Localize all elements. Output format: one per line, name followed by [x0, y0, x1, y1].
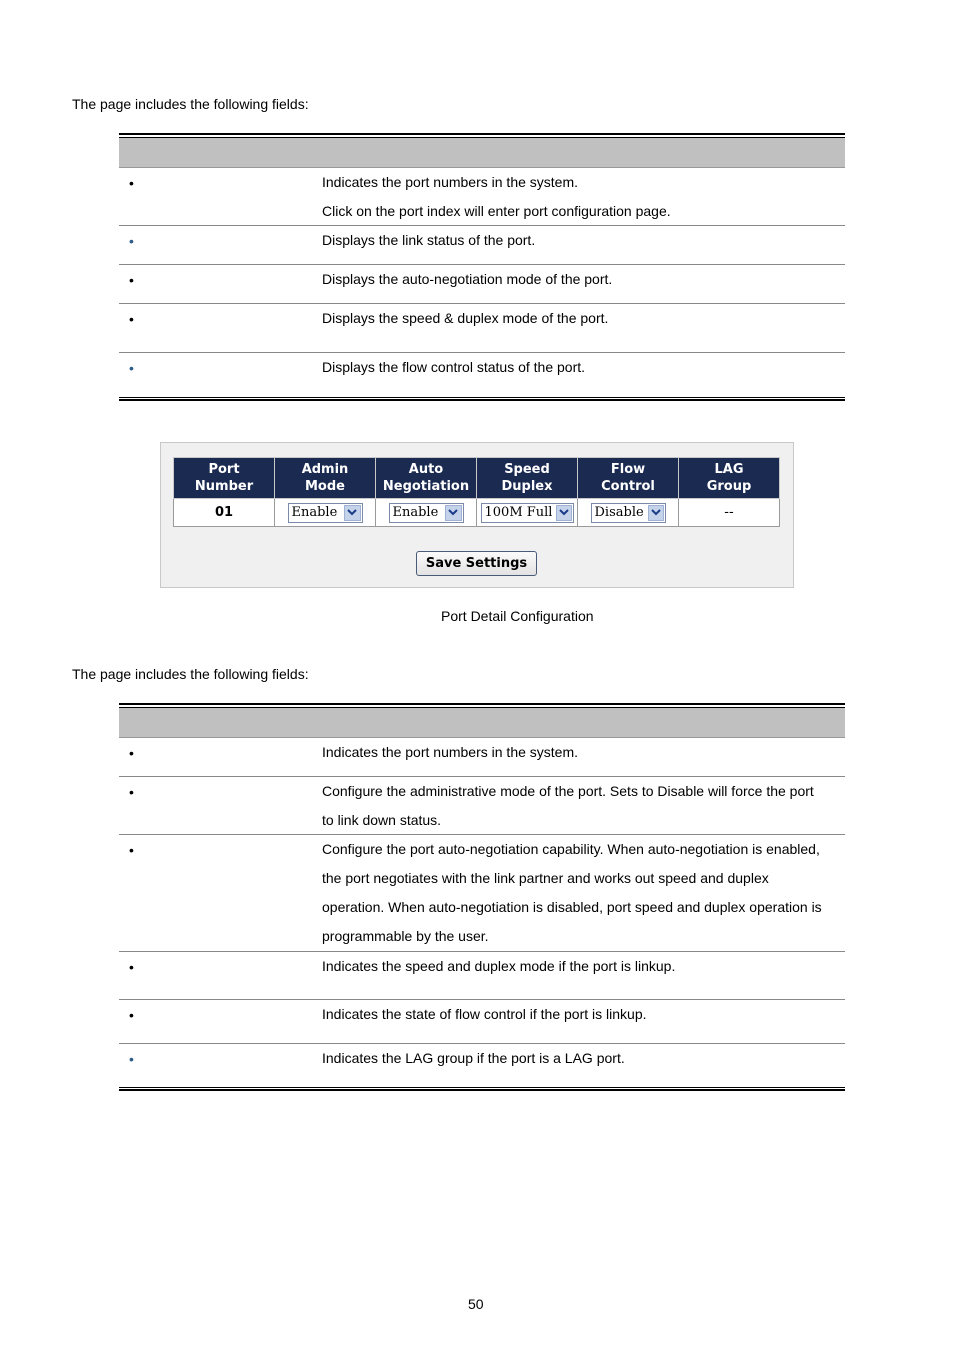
row-description: Displays the flow control status of the port. [322, 359, 586, 375]
chevron-down-icon [556, 505, 571, 521]
table-row [119, 777, 845, 835]
page-number: 50 [468, 1296, 484, 1312]
port-config-table [173, 457, 780, 527]
col-port-number: Port Number [174, 458, 275, 499]
bullet: • [129, 842, 134, 858]
intro-text-1: The page includes the following fields: [72, 96, 309, 112]
bullet: • [129, 233, 134, 249]
save-settings-button[interactable]: Save Settings [416, 551, 537, 576]
bullet: • [129, 1007, 134, 1023]
lag-group-value: -- [679, 499, 780, 527]
bullet: • [129, 959, 134, 975]
config-header-row [174, 458, 780, 499]
row-description: Configure the port auto-negotiation capability. When auto-negotiation is enabled, the port negotiates with the link partner and works out speed and duplex operation. When auto-negotiation is disabled, port speed and duplex operation is programmable by the user. [322, 841, 822, 944]
table-header [119, 708, 845, 738]
table-row [119, 1000, 845, 1044]
row-description: Indicates the port numbers in the system. [322, 744, 579, 760]
col-lag-group: LAG Group [679, 458, 780, 499]
row-description: Displays the speed & duplex mode of the port. [322, 310, 609, 326]
chevron-down-icon [344, 505, 361, 521]
col-flow-control: Flow Control [578, 458, 679, 499]
bullet: • [129, 784, 134, 800]
auto-negotiation-select[interactable]: Enable [389, 503, 464, 523]
bullet: • [129, 272, 134, 288]
row-description: Configure the administrative mode of the port. Sets to Disable will force the port to link down status. [322, 783, 814, 828]
bullet: • [129, 1051, 134, 1067]
row-description: Indicates the state of flow control if the port is linkup. [322, 1006, 647, 1022]
table-bottom-rule [119, 1087, 845, 1091]
bullet: • [129, 311, 134, 327]
row-description: Indicates the speed and duplex mode if the port is linkup. [322, 958, 676, 974]
flow-control-select[interactable]: Disable [591, 503, 666, 523]
table-row [119, 353, 845, 397]
chevron-down-icon [445, 505, 462, 521]
admin-mode-select[interactable]: Enable [288, 503, 363, 523]
port-detail-config-panel [160, 442, 794, 588]
row-description: Displays the auto-negotiation mode of the port. [322, 271, 613, 287]
fields-table-1 [119, 133, 845, 401]
table-row [119, 835, 845, 952]
row-description: Displays the link status of the port. [322, 232, 536, 248]
port-number-value: 01 [174, 499, 275, 527]
table-header [119, 138, 845, 168]
table-row [119, 226, 845, 265]
row-description: Indicates the LAG group if the port is a LAG port. [322, 1050, 625, 1066]
table-row [119, 168, 845, 226]
table-row [119, 304, 845, 353]
bullet: • [129, 175, 134, 191]
table-row [119, 738, 845, 777]
col-auto-negotiation: Auto Negotiation [376, 458, 477, 499]
speed-duplex-select[interactable]: 100M Full [481, 503, 574, 523]
col-speed-duplex: Speed Duplex [477, 458, 578, 499]
bullet: • [129, 745, 134, 761]
col-admin-mode: Admin Mode [275, 458, 376, 499]
chevron-down-icon [648, 505, 664, 521]
config-data-row [174, 499, 780, 527]
fields-table-2 [119, 703, 845, 1091]
intro-text-2: The page includes the following fields: [72, 666, 309, 682]
bullet: • [129, 360, 134, 376]
table-bottom-rule [119, 397, 845, 401]
table-row [119, 1044, 845, 1087]
figure-caption: Port Detail Configuration [441, 608, 594, 624]
row-description: Indicates the port numbers in the system. Click on the port index will enter port configuration page. [322, 174, 671, 219]
table-row [119, 952, 845, 1000]
table-row [119, 265, 845, 304]
